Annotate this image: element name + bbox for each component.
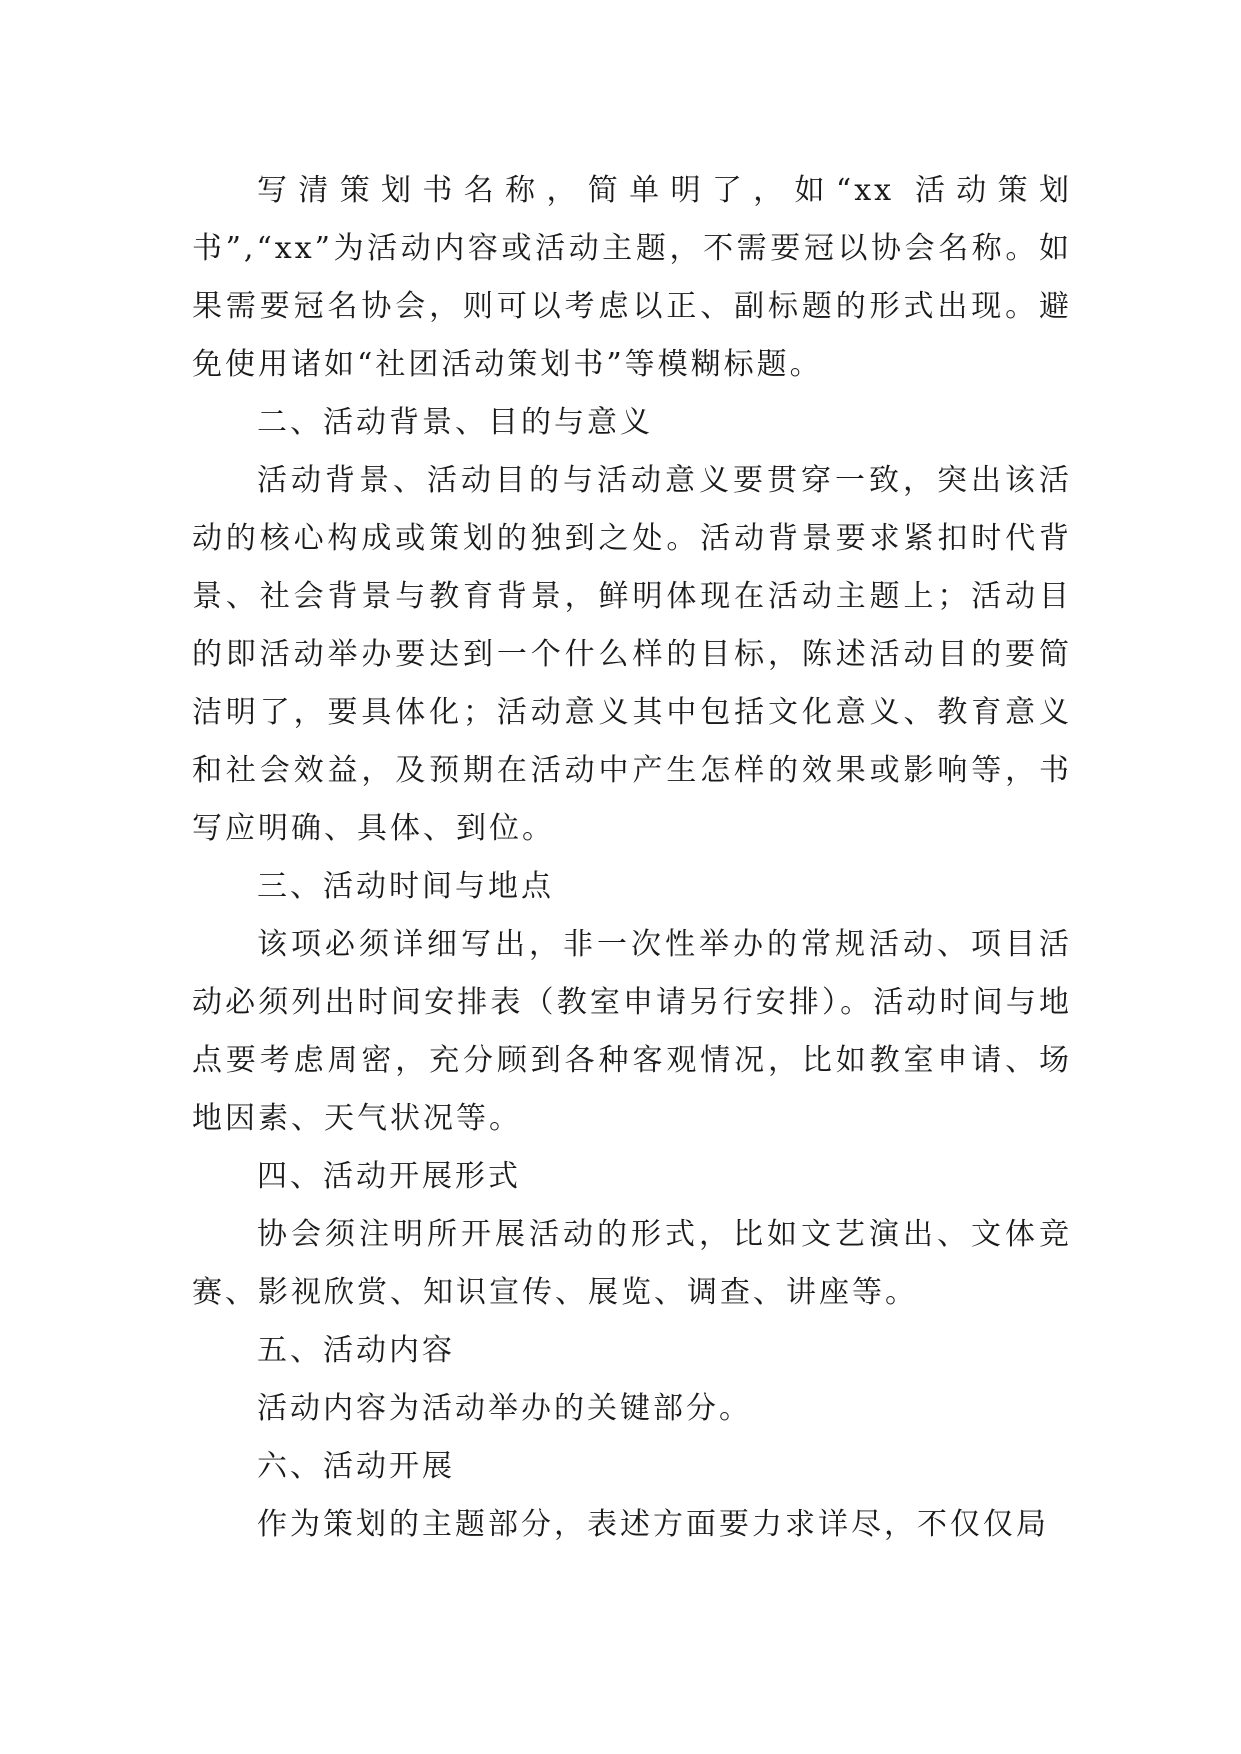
section-heading-format: 四、活动开展形式 bbox=[257, 1159, 521, 1194]
section-heading-background: 二、活动背景、目的与意义 bbox=[257, 405, 653, 440]
paragraph-execution: 作为策划的主题部分，表述方面要力求详尽，不仅仅局 bbox=[257, 1507, 1049, 1542]
section-heading-execution: 六、活动开展 bbox=[257, 1449, 455, 1484]
section-heading-time-place: 三、活动时间与地点 bbox=[257, 869, 554, 904]
paragraph-title-guidance: 写清策划书名称，简单明了，如“xx 活动策划书”,“xx”为活动内容或活动主题，不需要冠以协会名称。如果需要冠名协会，则可以考虑以正、副标题的形式出现。避免使用诸如“社团活动策划书”等模糊标题。 bbox=[192, 173, 1072, 382]
paragraph-background: 活动背景、活动目的与活动意义要贯穿一致，突出该活动的核心构成或策划的独到之处。活动背景要求紧扣时代背景、社会背景与教育背景，鲜明体现在活动主题上；活动目的即活动举办要达到一个什么样的目标，陈述活动目的要简洁明了，要具体化；活动意义其中包括文化意义、教育意义和社会效益，及预期在活动中产生怎样的效果或影响等，书写应明确、具体、到位。 bbox=[192, 463, 1072, 846]
document-body bbox=[192, 162, 1072, 1554]
paragraph-time-place: 该项必须详细写出，非一次性举办的常规活动、项目活动必须列出时间安排表（教室申请另行安排）。活动时间与地点要考虑周密，充分顾到各种客观情况，比如教室申请、场地因素、天气状况等。 bbox=[192, 927, 1072, 1136]
paragraph-format: 协会须注明所开展活动的形式，比如文艺演出、文体竞赛、影视欣赏、知识宣传、展览、调查、讲座等。 bbox=[192, 1217, 1072, 1310]
paragraph-content: 活动内容为活动举办的关键部分。 bbox=[257, 1391, 752, 1426]
section-heading-content: 五、活动内容 bbox=[257, 1333, 455, 1368]
